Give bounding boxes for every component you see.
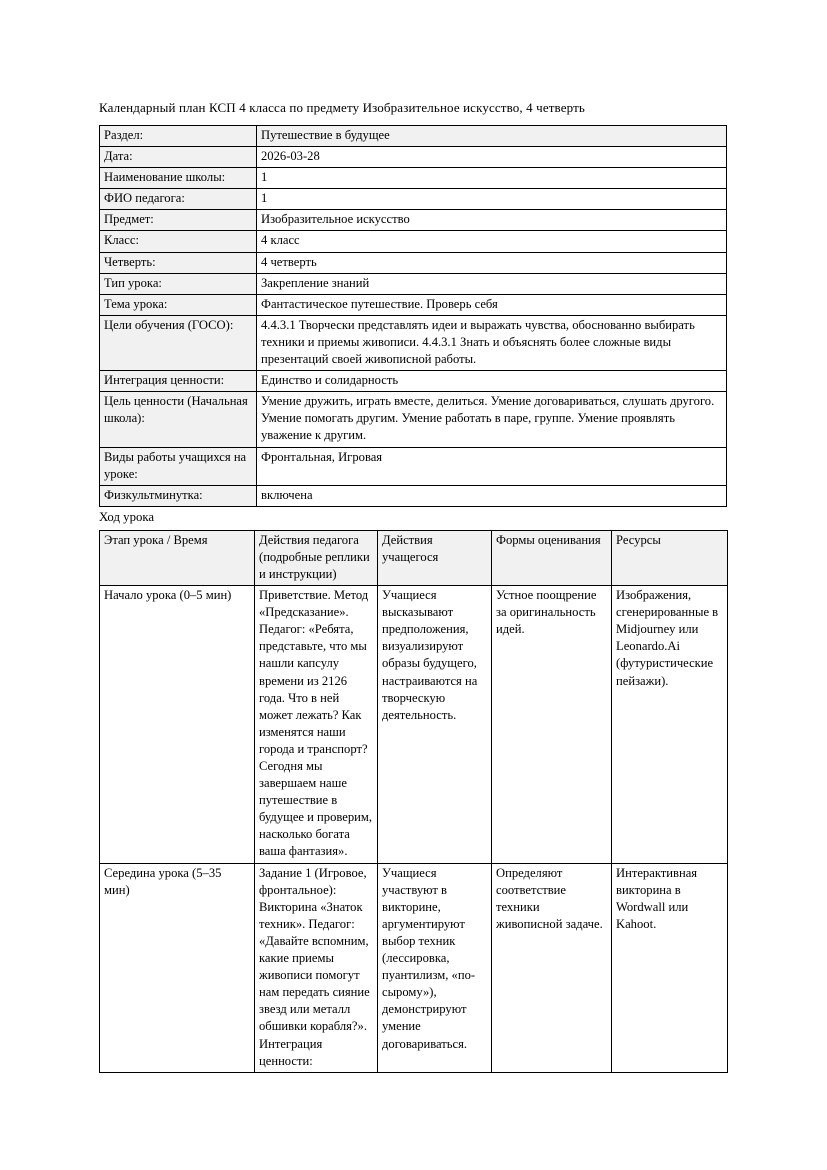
column-header-teacher-actions: Действия педагога (подробные реплики и инструкции) bbox=[255, 530, 378, 585]
table-row bbox=[100, 210, 727, 231]
cell-stage: Середина урока (5–35 мин) bbox=[100, 863, 255, 1072]
table-row bbox=[100, 294, 727, 315]
cell-assessment: Определяют соответствие техники живописной задаче. bbox=[492, 863, 612, 1072]
info-label: Предмет: bbox=[100, 210, 257, 231]
info-value: 2026-03-28 bbox=[257, 147, 727, 168]
info-value: Фронтальная, Игровая bbox=[257, 447, 727, 485]
info-value: 4 четверть bbox=[257, 252, 727, 273]
table-row bbox=[100, 231, 727, 252]
cell-teacher-actions: Задание 1 (Игровое, фронтальное): Викторина «Знаток техник». Педагог: «Давайте вспомним, какие приемы живописи помогут нам передать сияние звезд или металл обшивки корабля?». Интеграция ценности: bbox=[255, 863, 378, 1072]
table-header-row bbox=[100, 530, 728, 585]
table-row bbox=[100, 371, 727, 392]
table-row bbox=[100, 252, 727, 273]
table-row bbox=[100, 485, 727, 506]
info-value: включена bbox=[257, 485, 727, 506]
info-label: ФИО педагога: bbox=[100, 189, 257, 210]
table-row bbox=[100, 863, 728, 1072]
info-value: 4.4.3.1 Творчески представлять идеи и выражать чувства, обоснованно выбирать техники и приемы живописи. 4.4.3.1 Знать и объяснять более сложные виды презентаций своей живописной работы. bbox=[257, 315, 727, 370]
info-value: 1 bbox=[257, 168, 727, 189]
info-value: Путешествие в будущее bbox=[257, 126, 727, 147]
info-label: Дата: bbox=[100, 147, 257, 168]
table-row bbox=[100, 273, 727, 294]
info-label: Раздел: bbox=[100, 126, 257, 147]
column-header-stage: Этап урока / Время bbox=[100, 530, 255, 585]
table-row bbox=[100, 147, 727, 168]
cell-resources: Интерактивная викторина в Wordwall или Kahoot. bbox=[612, 863, 728, 1072]
page-title: Календарный план КСП 4 класса по предмету Изобразительное искусство, 4 четверть bbox=[99, 100, 585, 115]
lesson-info-body bbox=[100, 126, 727, 507]
info-value: Закрепление знаний bbox=[257, 273, 727, 294]
cell-assessment: Устное поощрение за оригинальность идей. bbox=[492, 586, 612, 864]
info-value: Умение дружить, играть вместе, делиться. Умение договариваться, слушать другого. Умение помогать другим. Умение работать в паре, группе. Умение проявлять уважение к другим. bbox=[257, 392, 727, 447]
cell-resources: Изображения, сгенерированные в Midjourney или Leonardo.Ai (футуристические пейзажи). bbox=[612, 586, 728, 864]
table-row bbox=[100, 447, 727, 485]
info-value: 4 класс bbox=[257, 231, 727, 252]
column-header-resources: Ресурсы bbox=[612, 530, 728, 585]
lesson-flow-table bbox=[99, 530, 728, 1073]
column-header-assessment-forms: Формы оценивания bbox=[492, 530, 612, 585]
cell-teacher-actions: Приветствие. Метод «Предсказание». Педагог: «Ребята, представьте, что мы нашли капсулу времени из 2126 года. Что в ней может лежать? Как изменятся наши города и транспорт? Сегодня мы завершаем наше путешествие в будущее и проверим, насколько богата ваша фантазия». bbox=[255, 586, 378, 864]
info-label: Класс: bbox=[100, 231, 257, 252]
cell-student-actions: Учащиеся высказывают предположения, визуализируют образы будущего, настраиваются на творческую деятельность. bbox=[378, 586, 492, 864]
info-value: Изобразительное искусство bbox=[257, 210, 727, 231]
table-row bbox=[100, 315, 727, 370]
cell-student-actions: Учащиеся участвуют в викторине, аргументируют выбор техник (лессировка, пуантилизм, «по-сырому»), демонстрируют умение договариваться. bbox=[378, 863, 492, 1072]
info-value: 1 bbox=[257, 189, 727, 210]
document-content bbox=[99, 100, 727, 1073]
lesson-flow-body bbox=[100, 586, 728, 1073]
info-label: Четверть: bbox=[100, 252, 257, 273]
table-row bbox=[100, 168, 727, 189]
info-label: Тема урока: bbox=[100, 294, 257, 315]
info-value: Единство и солидарность bbox=[257, 371, 727, 392]
info-label: Цель ценности (Начальная школа): bbox=[100, 392, 257, 447]
info-label: Цели обучения (ГОСО): bbox=[100, 315, 257, 370]
info-label: Наименование школы: bbox=[100, 168, 257, 189]
info-label: Тип урока: bbox=[100, 273, 257, 294]
section-heading-lesson-flow: Ход урока bbox=[99, 509, 155, 524]
table-row bbox=[100, 126, 727, 147]
lesson-flow-header bbox=[100, 530, 728, 585]
table-row bbox=[100, 189, 727, 210]
info-label: Интеграция ценности: bbox=[100, 371, 257, 392]
table-row bbox=[100, 586, 728, 864]
info-label: Физкультминутка: bbox=[100, 485, 257, 506]
cell-stage: Начало урока (0–5 мин) bbox=[100, 586, 255, 864]
table-row bbox=[100, 392, 727, 447]
info-label: Виды работы учащихся на уроке: bbox=[100, 447, 257, 485]
info-value: Фантастическое путешествие. Проверь себя bbox=[257, 294, 727, 315]
lesson-info-table bbox=[99, 125, 727, 507]
column-header-student-actions: Действия учащегося bbox=[378, 530, 492, 585]
